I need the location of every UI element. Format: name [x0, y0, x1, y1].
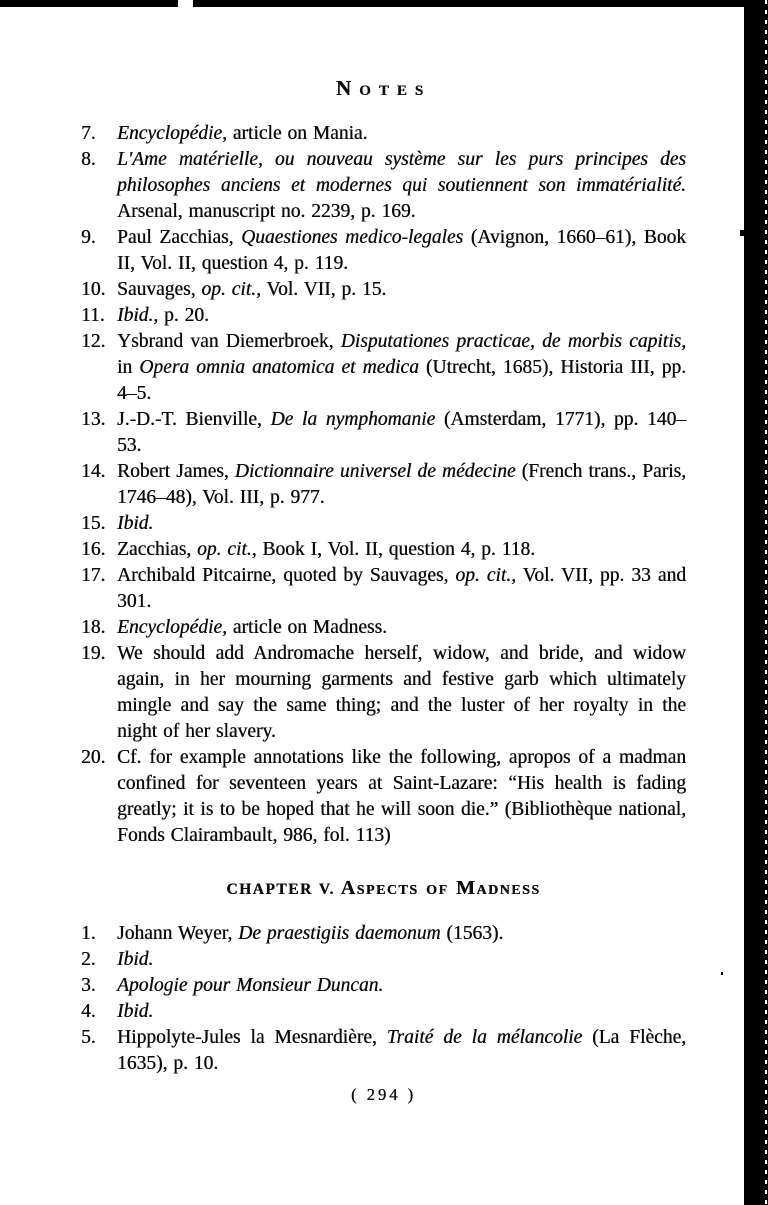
work-title: Disputationes practicae, de morbis capitis,	[340, 331, 686, 352]
note-citation-text: Vol. VII, p. 15.	[260, 279, 387, 300]
note-text	[117, 975, 383, 996]
note-item	[81, 459, 686, 511]
chapter-heading	[81, 875, 686, 903]
note-item	[81, 277, 686, 303]
note-number: 10.	[81, 279, 106, 300]
note-text	[117, 747, 686, 846]
note-text	[117, 923, 503, 944]
scan-perforation-edge	[765, 0, 767, 1205]
note-item	[81, 641, 686, 745]
note-citation-text: (1563).	[440, 923, 504, 944]
work-title: Encyclopédie,	[117, 617, 227, 638]
note-text	[117, 643, 686, 742]
note-citation-text: Book I, Vol. II, question 4, p. 118.	[256, 539, 536, 560]
scan-speck	[740, 230, 744, 236]
note-citation-text: article on Madness.	[226, 617, 387, 638]
note-citation-text: Robert James,	[117, 461, 235, 482]
work-title: Traité de la mélancolie	[386, 1027, 583, 1048]
note-number: 4.	[81, 1001, 96, 1022]
work-title: Ibid.,	[117, 305, 159, 326]
note-citation-text: Archibald Pitcairne, quoted by Sauvages,	[117, 565, 456, 586]
note-citation-text: Arsenal, manuscript no. 2239, p. 169.	[117, 201, 416, 222]
work-title: Apologie pour Monsieur Duncan.	[117, 975, 384, 996]
note-text	[117, 513, 153, 534]
note-item	[81, 1025, 686, 1077]
note-citation-text: Sauvages,	[117, 279, 202, 300]
note-text	[117, 227, 686, 274]
note-text	[117, 305, 209, 326]
work-title: op. cit.,	[197, 539, 257, 560]
work-title: Dictionnaire universel de médecine	[234, 461, 516, 482]
scan-speck	[721, 972, 723, 975]
notes-sections	[81, 121, 686, 1077]
work-title: De la nymphomanie	[270, 409, 436, 430]
note-item	[81, 407, 686, 459]
note-citation-text: in	[117, 357, 140, 378]
note-number: 2.	[81, 949, 96, 970]
note-item	[81, 329, 686, 407]
page-title: NOTES	[335, 76, 432, 100]
note-item	[81, 745, 686, 849]
note-text	[117, 461, 686, 508]
note-citation-text: (French trans., Paris, 1746–48), Vol. III, p. 977.	[117, 461, 686, 508]
work-title: Ibid.	[117, 513, 154, 534]
note-text	[117, 949, 153, 970]
note-number: 5.	[81, 1027, 96, 1048]
work-title: Ibid.	[117, 1001, 154, 1022]
chapter-number-label: CHAPTER V.	[226, 881, 335, 898]
page-number: ( 294 )	[351, 1085, 416, 1104]
note-citation-text: Ysbrand van Diemerbroek,	[117, 331, 341, 352]
scan-edge-right	[744, 0, 768, 1205]
note-text	[117, 409, 686, 456]
note-citation-text: (La Flèche, 1635), p. 10.	[117, 1027, 686, 1074]
note-number: 9.	[81, 227, 96, 248]
note-number: 11.	[81, 305, 105, 326]
work-title: Encyclopédie,	[117, 123, 227, 144]
note-citation-text: (Amsterdam, 1771), pp. 140–53.	[117, 409, 686, 456]
note-item	[81, 999, 686, 1025]
note-number: 18.	[81, 617, 106, 638]
note-item	[81, 615, 686, 641]
note-item	[81, 147, 686, 225]
work-title: op. cit.,	[455, 565, 516, 586]
note-number: 17.	[81, 565, 106, 586]
note-citation-text: Hippolyte-Jules la Mesnardière,	[117, 1027, 387, 1048]
note-item	[81, 973, 686, 999]
note-number: 16.	[81, 539, 106, 560]
note-number: 20.	[81, 747, 106, 768]
note-citation-text: article on Mania.	[226, 123, 368, 144]
note-number: 8.	[81, 149, 96, 170]
work-title: Ibid.	[117, 949, 154, 970]
note-number: 19.	[81, 643, 106, 664]
note-text	[117, 539, 535, 560]
note-number: 1.	[81, 923, 96, 944]
work-title: Quaestiones medico-legales	[241, 227, 464, 248]
note-number: 13.	[81, 409, 106, 430]
chapter-title: Aspects of Madness	[340, 877, 541, 899]
note-citation-text: Cf. for example annotations like the following, apropos of a madman confined for seventeen years at Saint-Lazare: “His health is fading greatly; it is to be hoped that he will soon die.” (Bibliothèque national, Fonds Clairambault, 986, fol. 113)	[117, 747, 686, 846]
work-title: op. cit.,	[201, 279, 261, 300]
note-number: 7.	[81, 123, 96, 144]
note-item	[81, 921, 686, 947]
note-text	[117, 1027, 686, 1074]
note-citation-text: Paul Zacchias,	[117, 227, 242, 248]
page-content	[81, 0, 686, 1105]
note-citation-text: J.-D.-T. Bienville,	[117, 409, 271, 430]
note-text	[117, 149, 686, 222]
note-citation-text: Zacchias,	[117, 539, 198, 560]
note-number: 12.	[81, 331, 106, 352]
note-citation-text: (Utrecht, 1685), Historia III, pp. 4–5.	[117, 357, 686, 404]
note-number: 15.	[81, 513, 106, 534]
note-citation-text: Johann Weyer,	[117, 923, 239, 944]
note-item	[81, 537, 686, 563]
note-citation-text: p. 20.	[158, 305, 209, 326]
work-title: De praestigiis daemonum	[238, 923, 441, 944]
note-item	[81, 225, 686, 277]
work-title: L'Ame matérielle, ou nouveau système sur les purs principes des philosophes anciens et modernes qui soutiennent son immatérialité.	[117, 149, 686, 196]
note-number: 3.	[81, 975, 96, 996]
note-item	[81, 563, 686, 615]
note-citation-text: (Avignon, 1660–61), Book II, Vol. II, question 4, p. 119.	[117, 227, 686, 274]
note-text	[117, 331, 686, 404]
note-text	[117, 565, 686, 612]
note-text	[117, 617, 387, 638]
note-text	[117, 123, 367, 144]
note-citation-text: Vol. VII, pp. 33 and 301.	[117, 565, 686, 612]
note-item	[81, 947, 686, 973]
work-title: Opera omnia anatomica et medica	[139, 357, 419, 378]
note-number: 14.	[81, 461, 106, 482]
note-item	[81, 511, 686, 537]
note-text	[117, 1001, 153, 1022]
note-item	[81, 303, 686, 329]
note-citation-text: We should add Andromache herself, widow, and bride, and widow again, in her mourning garments and festive garb which ultimately mingle and say the same thing; and the luster of her royalty in the night of her slavery.	[117, 643, 686, 742]
note-text	[117, 279, 386, 300]
note-item	[81, 121, 686, 147]
